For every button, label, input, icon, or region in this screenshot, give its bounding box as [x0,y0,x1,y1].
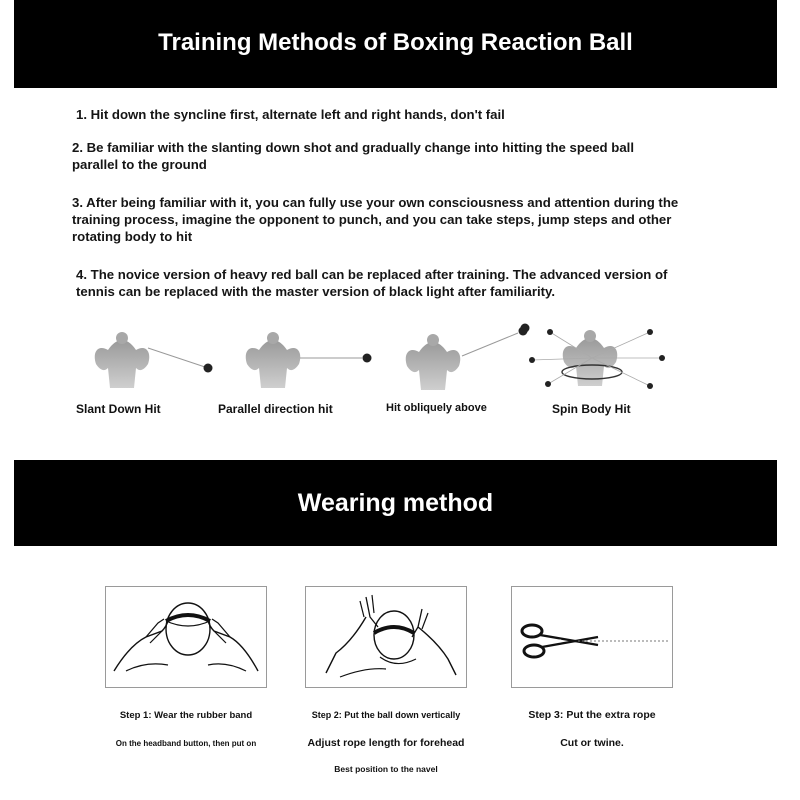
header-banner [14,0,777,88]
slant-down-hit-icon [95,332,213,388]
figure-label-parallel: Parallel direction hit [218,402,333,416]
parallel-hit-icon [246,332,372,388]
oblique-above-hit-icon [406,327,528,391]
instruction-4: 4. The novice version of heavy red ball can be replaced after training. The advanced version of tennis can be replaced with the master version of black light after familiarity. [76,267,668,299]
step-1-illustration [105,586,267,688]
step-1-title: Step 1: Wear the rubber band [119,710,253,721]
step-2-note-1: Adjust rope length for forehead [307,737,465,749]
step-1-note: On the headband button, then put on [115,739,257,748]
training-figures-drawing [60,320,700,400]
step-3-illustration [511,586,673,688]
figure-label-spin: Spin Body Hit [552,402,631,416]
step-3-title: Step 3: Put the extra rope [528,709,656,721]
step-2-note-2: Best position to the navel [334,764,438,774]
instruction-2: 2. Be familiar with the slanting down shot and gradually change into hitting the speed ball parallel to the ground [72,140,634,172]
instruction-3: 3. After being familiar with it, you can fully use your own consciousness and attention during the training process, imagine the opponent to punch, and you can take steps, jump steps and other rotating body to hit [72,195,679,244]
adjust-ball-icon [306,587,466,687]
figure-label-slant-down: Slant Down Hit [76,402,161,416]
wearing-title: Wearing method [297,488,494,517]
spin-body-hit-icon [521,324,666,390]
scissors-icon [512,587,672,687]
step-2-title: Step 2: Put the ball down vertically [311,710,461,720]
wear-headband-icon [106,587,266,687]
training-figures [60,320,700,420]
step-2-illustration [305,586,467,688]
page-title: Training Methods of Boxing Reaction Ball [158,29,633,56]
wearing-banner [14,460,777,546]
figure-label-oblique: Hit obliquely above [386,402,487,414]
step-3-note: Cut or twine. [560,737,624,749]
instruction-1: 1. Hit down the syncline first, alternate left and right hands, don't fail [76,107,505,122]
